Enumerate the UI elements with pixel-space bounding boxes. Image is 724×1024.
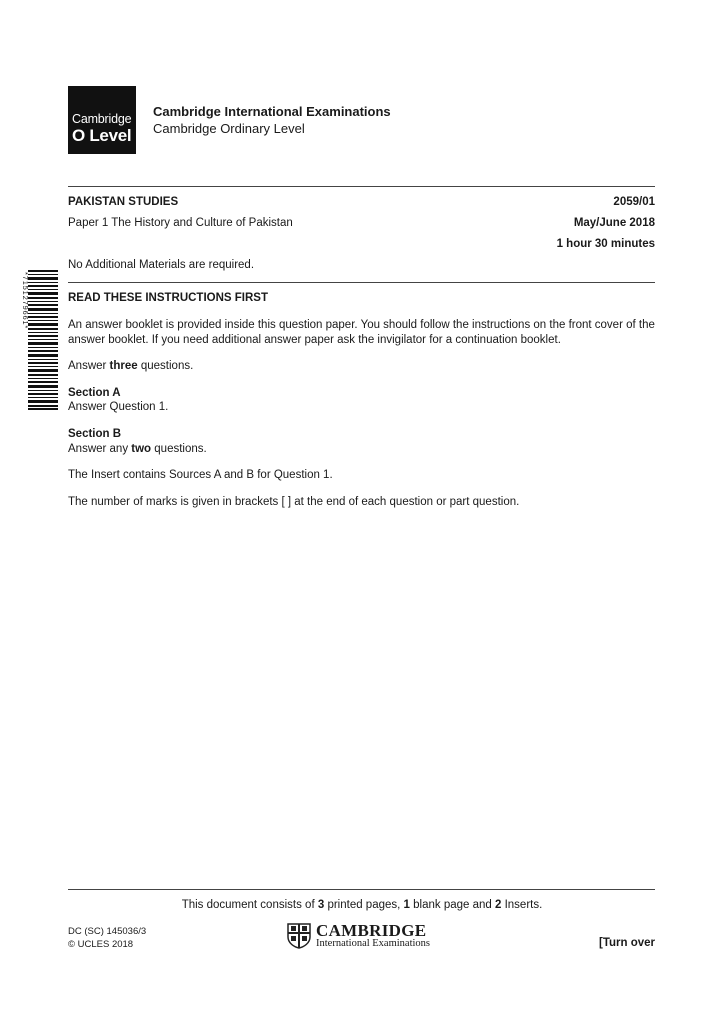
booklet-instruction: An answer booklet is provided inside this question paper. You should follow the instructions on the front cover of the answer booklet. If you need additional answer paper ask the invigilator for a continuation booklet.	[68, 319, 655, 346]
copyright-note: © UCLES 2018	[68, 939, 134, 950]
barcode-icon	[28, 270, 58, 410]
exam-duration: 1 hour 30 minutes	[556, 238, 655, 250]
section-b-title: Section B	[68, 428, 122, 440]
logo-line-2: O Level	[72, 126, 132, 145]
pages-text-mid1: printed pages,	[324, 899, 404, 911]
document-code: DC (SC) 145036/3	[68, 926, 147, 937]
section-b-text-post: questions.	[151, 443, 207, 455]
olevel-logo	[68, 86, 136, 154]
cambridge-crest-icon	[287, 923, 311, 949]
answer-instruction	[68, 359, 660, 374]
cambridge-wordmark-subtitle: International Examinations	[316, 938, 431, 949]
section-a-text: Answer Question 1.	[68, 401, 169, 413]
section-a-title: Section A	[68, 387, 121, 399]
turn-over-note: [Turn over	[598, 937, 655, 949]
page-count-note	[0, 899, 724, 911]
answer-text-pre: Answer	[68, 360, 110, 372]
org-title: Cambridge International Examinations	[153, 104, 391, 119]
pages-text-mid2: blank page and	[409, 899, 495, 911]
pages-text-pre: This document consists of	[181, 899, 318, 911]
org-subtitle: Cambridge Ordinary Level	[153, 121, 305, 136]
printed-pages-count: 3	[317, 899, 325, 911]
marks-note: The number of marks is given in brackets [ ] at the end of each question or part question.	[68, 496, 520, 508]
logo-line-1: Cambridge	[72, 112, 132, 126]
section-b-text	[68, 442, 660, 457]
section-b-count: two	[131, 443, 152, 455]
section-b-text-pre: Answer any	[68, 443, 132, 455]
divider-top	[68, 186, 655, 187]
materials-note: No Additional Materials are required.	[68, 259, 255, 271]
divider-middle	[68, 282, 655, 283]
subject-title: PAKISTAN STUDIES	[68, 196, 179, 208]
instructions-heading: READ THESE INSTRUCTIONS FIRST	[68, 292, 268, 304]
cambridge-wordmark: CAMBRIDGE	[316, 921, 427, 940]
paper-code: 2059/01	[613, 196, 655, 208]
insert-note: The Insert contains Sources A and B for Question 1.	[68, 469, 333, 481]
answer-count: three	[109, 360, 138, 372]
inserts-count: 2	[494, 899, 502, 911]
pages-text-post: Inserts.	[501, 899, 543, 911]
exam-session: May/June 2018	[573, 217, 655, 229]
divider-footer	[68, 889, 655, 890]
answer-text-post: questions.	[137, 360, 194, 372]
barcode-digits: *7151279661*	[21, 272, 30, 330]
paper-name: Paper 1 The History and Culture of Pakistan	[68, 217, 293, 229]
blank-pages-count: 1	[403, 899, 410, 911]
